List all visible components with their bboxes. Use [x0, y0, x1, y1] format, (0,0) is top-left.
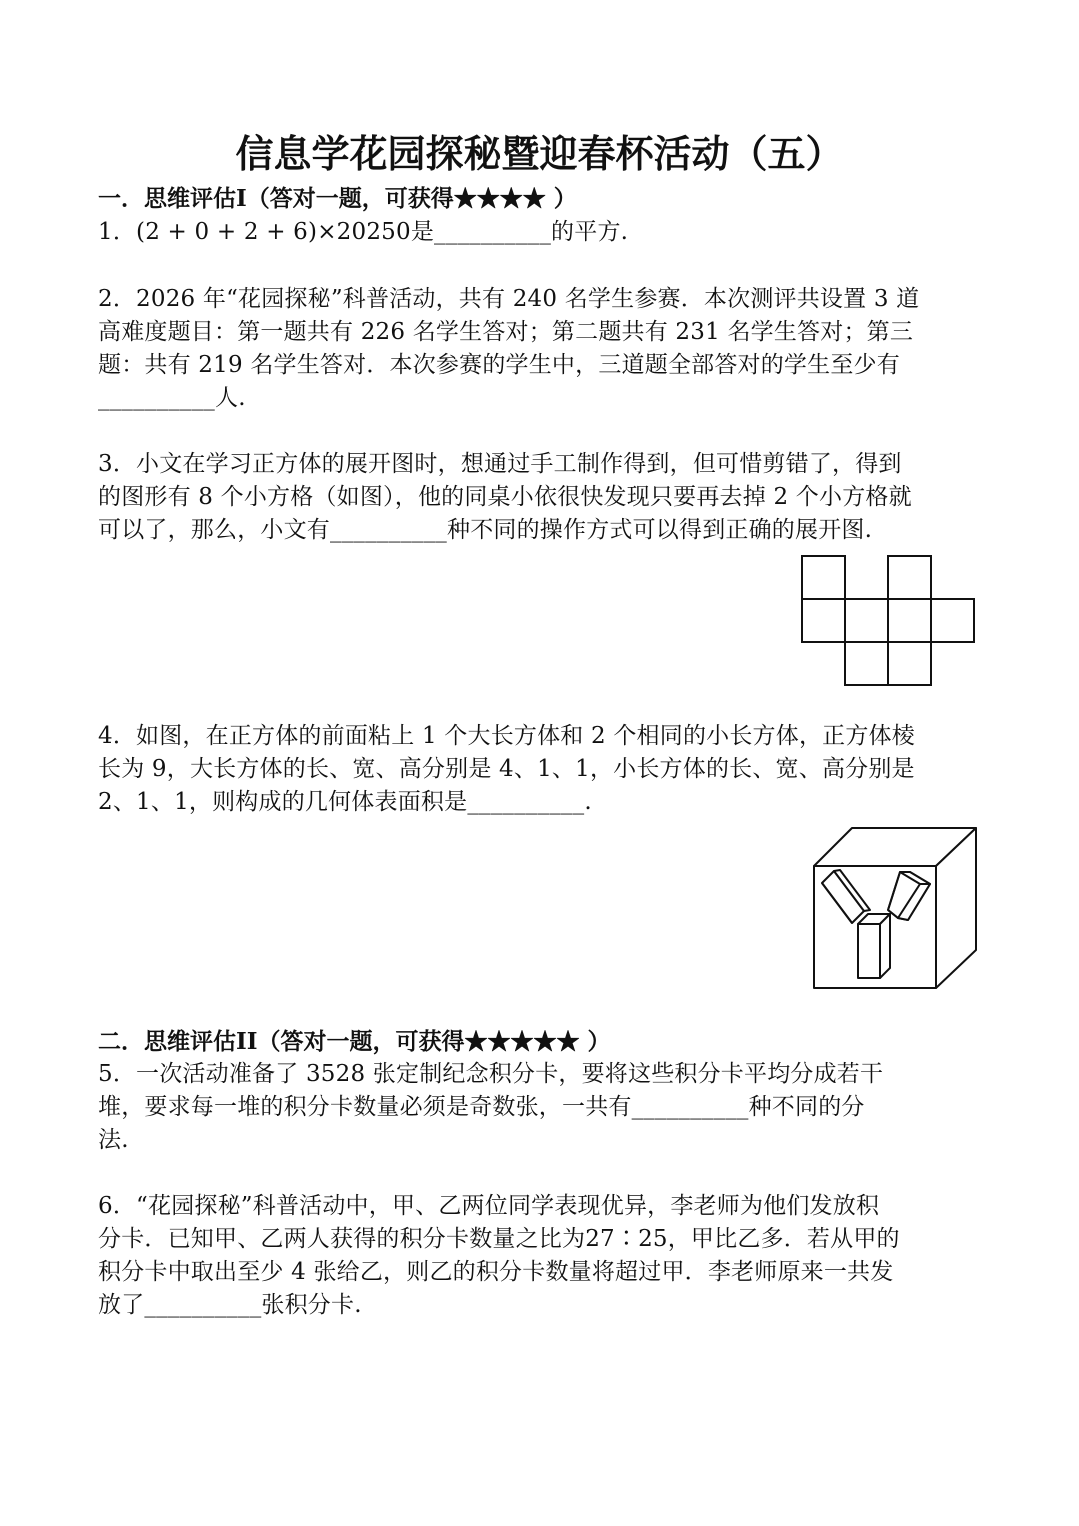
section-2-heading: 二．思维评估II（答对一题，可获得★★★★★ ） — [98, 1028, 611, 1055]
question-4-line-1: 4．如图，在正方体的前面粘上 1 个大长方体和 2 个相同的小长方体，正方体棱 — [98, 723, 915, 749]
question-5-line-3: 法. — [98, 1127, 129, 1153]
question-6-line-4: 放了 — [98, 1292, 145, 1318]
answer-blank-1[interactable]: __________ — [434, 219, 552, 245]
net-square — [931, 599, 974, 642]
net-square — [888, 642, 931, 685]
question-4-line-3: 2、1、1，则构成的几何体表面积是 — [98, 789, 468, 815]
page-title: 信息学花园探秘暨迎春杯活动（五） — [235, 131, 844, 176]
question-4 — [98, 720, 915, 819]
question-3-tail: 种不同的操作方式可以得到正确的展开图. — [447, 517, 873, 543]
question-5-line-2-tail: 种不同的分 — [748, 1094, 865, 1120]
answer-blank-4[interactable]: __________ — [467, 789, 585, 815]
net-figure — [800, 554, 978, 686]
question-4-line-2: 长为 9，大长方体的长、宽、高分别是 4、1、1，小长方体的长、宽、高分别是 — [98, 756, 915, 782]
net-square — [802, 556, 845, 599]
question-3-line-2: 的图形有 8 个小方格（如图），他的同桌小依很快发现只要再去掉 2 个小方格就 — [98, 484, 912, 510]
question-1-tail: 的平方. — [551, 219, 629, 245]
question-4-tail: . — [584, 789, 592, 815]
question-3-line-1: 3．小文在学习正方体的展开图时，想通过手工制作得到，但可惜剪错了，得到 — [98, 451, 902, 477]
net-square — [802, 599, 845, 642]
question-5-line-1: 5．一次活动准备了 3528 张定制纪念积分卡，要将这些积分卡平均分成若干 — [98, 1061, 884, 1087]
question-2-line-1: 2．2026 年“花园探秘”科普活动，共有 240 名学生参赛．本次测评共设置 3 道 — [98, 286, 920, 312]
question-2-line-3: 题：共有 219 名学生答对．本次参赛的学生中，三道题全部答对的学生至少有 — [98, 352, 900, 378]
question-2-tail: 人. — [215, 385, 246, 411]
answer-blank-6[interactable]: __________ — [144, 1292, 262, 1318]
answer-blank-5[interactable]: __________ — [631, 1094, 749, 1120]
question-3-line-3: 可以了，那么，小文有 — [98, 517, 330, 543]
cube-figure — [812, 826, 978, 990]
question-5 — [98, 1058, 883, 1157]
question-6-line-1: 6．“花园探秘”科普活动中，甲、乙两位同学表现优异，李老师为他们发放积 — [98, 1193, 880, 1219]
question-2 — [98, 283, 919, 415]
net-square — [845, 642, 888, 685]
section-1-heading: 一．思维评估I（答对一题，可获得★★★★ ） — [98, 185, 577, 212]
net-square — [888, 556, 931, 599]
question-3 — [98, 448, 912, 547]
question-1-text: 1．(2 + 0 + 2 + 6)×20250是 — [98, 219, 435, 245]
question-2-line-2: 高难度题目：第一题共有 226 名学生答对；第二题共有 231 名学生答对；第三 — [98, 319, 914, 345]
question-6 — [98, 1190, 900, 1322]
answer-blank-3[interactable]: __________ — [330, 517, 447, 543]
question-6-line-3: 积分卡中取出至少 4 张给乙，则乙的积分卡数量将超过甲．李老师原来一共发 — [98, 1259, 894, 1285]
large-cuboid — [858, 914, 890, 978]
question-6-line-2: 分卡．已知甲、乙两人获得的积分卡数量之比为27∶25，甲比乙多．若从甲的 — [98, 1226, 900, 1252]
question-5-line-2: 堆，要求每一堆的积分卡数量必须是奇数张，一共有 — [98, 1094, 632, 1120]
answer-blank-2[interactable]: __________ — [98, 385, 215, 411]
question-6-tail: 张积分卡. — [261, 1292, 362, 1318]
question-1 — [98, 216, 628, 249]
net-square — [845, 599, 888, 642]
net-square — [888, 599, 931, 642]
